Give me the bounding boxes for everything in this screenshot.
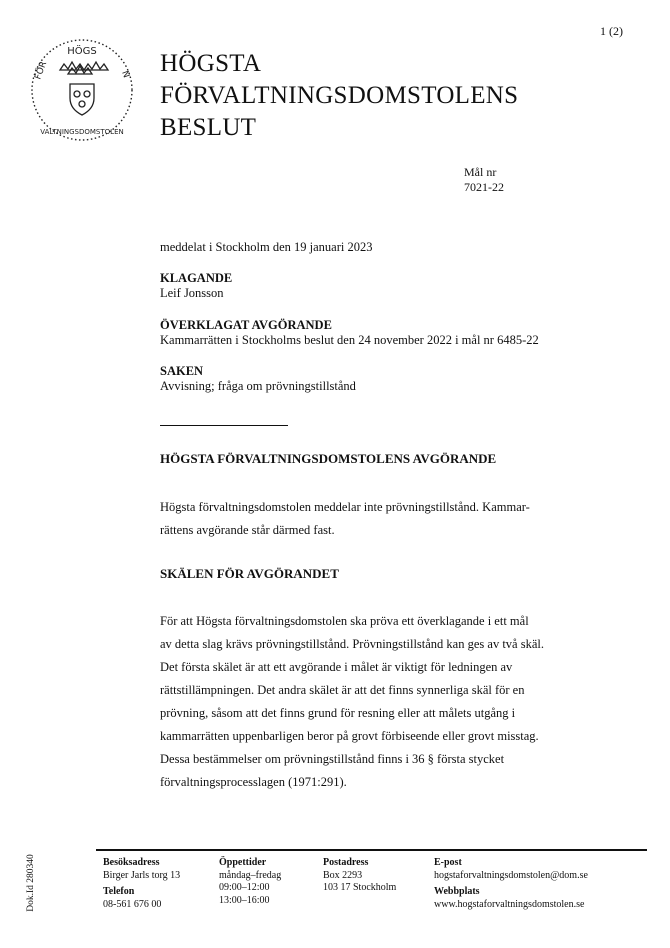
- appellant-name: Leif Jonsson: [160, 286, 224, 300]
- opening-hours-label: Öppettider: [219, 857, 267, 868]
- website-link[interactable]: www.hogstaforvaltningsdomstolen.se: [434, 898, 585, 910]
- visiting-address: Birger Jarls torg 13: [103, 869, 181, 881]
- email-label: E-post: [434, 857, 462, 868]
- seal-text-right: N: [119, 69, 131, 80]
- footer-rule: [96, 849, 647, 851]
- issued-line: meddelat i Stockholm den 19 januari 2023: [160, 240, 373, 254]
- section-divider: [160, 425, 288, 426]
- postal-address-label: Postadress: [323, 857, 369, 868]
- case-number-label: Mål nr: [464, 165, 497, 179]
- decision-paragraph: [160, 496, 580, 542]
- shield-icon: [70, 84, 94, 115]
- seal-text-left: FÖR: [33, 60, 50, 82]
- paragraph-line: Dessa bestämmelser om prövningstillstånd finns i 36 § första stycket: [160, 752, 505, 766]
- phone-number: 08-561 676 00: [103, 898, 162, 910]
- footer-postal-column: [323, 857, 396, 895]
- reasons-heading: SKÄLEN FÖR AVGÖRANDET: [160, 566, 339, 581]
- appealed-decision-value: Kammarrätten i Stockholms beslut den 24 november 2022 i mål nr 6485-22: [160, 333, 539, 347]
- page-number: 1 (2): [600, 24, 623, 38]
- paragraph-line: prövning, såsom att det finns grund för resning eller att målets utgång i: [160, 706, 516, 720]
- appellant-heading: KLAGANDE: [160, 271, 233, 285]
- footer-hours-column: [219, 857, 281, 907]
- matter-section: [160, 364, 356, 394]
- seal-text-bottom: VALTNINGSDOMSTOLEN: [40, 128, 124, 136]
- decision-heading: HÖGSTA FÖRVALTNINGSDOMSTOLENS AVGÖRANDE: [160, 451, 497, 466]
- case-number-box: [464, 165, 504, 195]
- reasons-paragraph: [160, 610, 580, 794]
- opening-days: måndag–fredag: [219, 869, 282, 881]
- seal-text-top: HÖGS: [67, 46, 97, 57]
- court-title-line: HÖGSTA: [160, 50, 262, 77]
- paragraph-line: rättens avgörande står därmed fast.: [160, 523, 335, 537]
- paragraph-line: För att Högsta förvaltningsdomstolen ska pröva ett överklagande i ett mål: [160, 614, 529, 628]
- document-id: [24, 848, 38, 918]
- paragraph-line: kammarrätten uppenbarligen beror på grovt förbiseende eller grovt misstag.: [160, 729, 539, 743]
- website-label: Webbplats: [434, 886, 480, 897]
- court-title-line: FÖRVALTNINGSDOMSTOLENS: [160, 82, 519, 109]
- crowns-icon: [60, 62, 108, 74]
- paragraph-line: rättstillämpningen. Det andra skälet är att det finns synnerliga skäl för en: [160, 683, 525, 697]
- postal-city: 103 17 Stockholm: [323, 882, 397, 893]
- phone-label: Telefon: [103, 886, 135, 897]
- appealed-decision-section: [160, 318, 539, 348]
- matter-value: Avvisning; fråga om prövningstillstånd: [160, 379, 356, 393]
- court-title-line: BESLUT: [160, 114, 257, 141]
- matter-heading: SAKEN: [160, 364, 204, 378]
- case-number: 7021-22: [464, 180, 504, 194]
- email-link[interactable]: hogstaforvaltningsdomstolen@dom.se: [434, 869, 588, 881]
- footer-visiting-column: [103, 857, 180, 911]
- paragraph-line: Högsta förvaltningsdomstolen meddelar inte prövningstillstånd. Kammar-: [160, 500, 530, 514]
- visiting-address-label: Besöksadress: [103, 857, 160, 868]
- appealed-decision-heading: ÖVERKLAGAT AVGÖRANDE: [160, 318, 332, 332]
- document-id-text: Dok.Id 280340: [26, 854, 36, 912]
- paragraph-line: förvaltningsprocesslagen (1971:291).: [160, 775, 347, 789]
- paragraph-line: av detta slag krävs prövningstillstånd. Prövningstillstånd kan ges av två skäl.: [160, 637, 544, 651]
- opening-hours-morning: 09:00–12:00: [219, 882, 270, 893]
- court-title: [160, 48, 518, 144]
- postal-box: Box 2293: [323, 869, 363, 881]
- paragraph-line: Det första skälet är att ett avgörande i målet är viktigt för ledningen av: [160, 660, 513, 674]
- opening-hours-afternoon: 13:00–16:00: [219, 894, 270, 906]
- appellant-section: [160, 271, 232, 301]
- footer-contact-column: [434, 857, 588, 911]
- court-seal-logo: [26, 34, 138, 146]
